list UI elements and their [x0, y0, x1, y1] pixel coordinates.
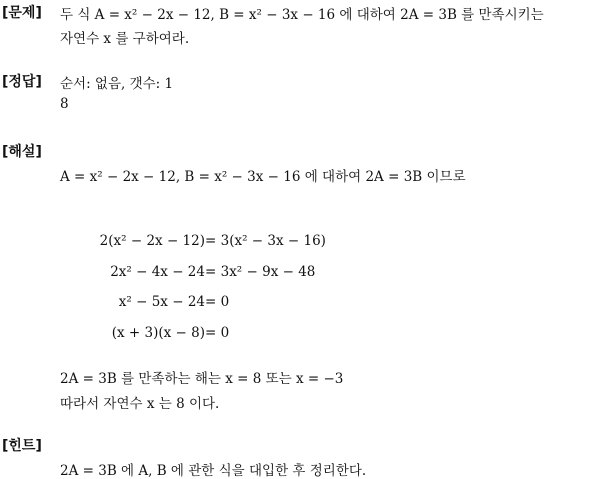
solution-intro: A = x² − 2x − 12, B = x² − 3x − 16 에 대하여 2A = 3B 이므로: [60, 169, 466, 185]
problem-statement-line1: 두 식 A = x² − 2x − 12, B = x² − 3x − 16 에 대하여 2A = 3B 를 만족시키는: [60, 7, 544, 23]
solution-conclusion-line1: 2A = 3B 를 만족하는 해는 x = 8 또는 x = −3: [60, 371, 344, 387]
equation-rhs: = 0: [205, 325, 230, 341]
problem-statement-line2: 자연수 x 를 구하여라.: [60, 31, 190, 47]
answer-line1: 순서: 없음, 갯수: 1: [60, 76, 174, 92]
equation-rhs: = 0: [205, 294, 230, 310]
hint-label: [힌트]: [2, 438, 42, 454]
solution-label: [해설]: [2, 144, 42, 160]
equation-rhs: = 3x² − 9x − 48: [205, 264, 316, 280]
equation-rhs: = 3(x² − 3x − 16): [205, 233, 326, 249]
solution-conclusion-line2: 따라서 자연수 x 는 8 이다.: [60, 396, 220, 412]
equation-lhs: (x + 3)(x − 8): [111, 325, 205, 341]
equation-lhs: 2(x² − 2x − 12): [99, 233, 205, 249]
answer-label: [정답]: [2, 74, 42, 90]
equation-lhs: 2x² − 4x − 24: [110, 264, 205, 280]
problem-label: [문제]: [2, 5, 42, 21]
answer-value: 8: [60, 96, 69, 112]
equation-block: [0, 233, 592, 343]
hint-text: 2A = 3B 에 A, B 에 관한 식을 대입한 후 정리한다.: [60, 463, 367, 479]
equation-lhs: x² − 5x − 24: [118, 294, 205, 310]
